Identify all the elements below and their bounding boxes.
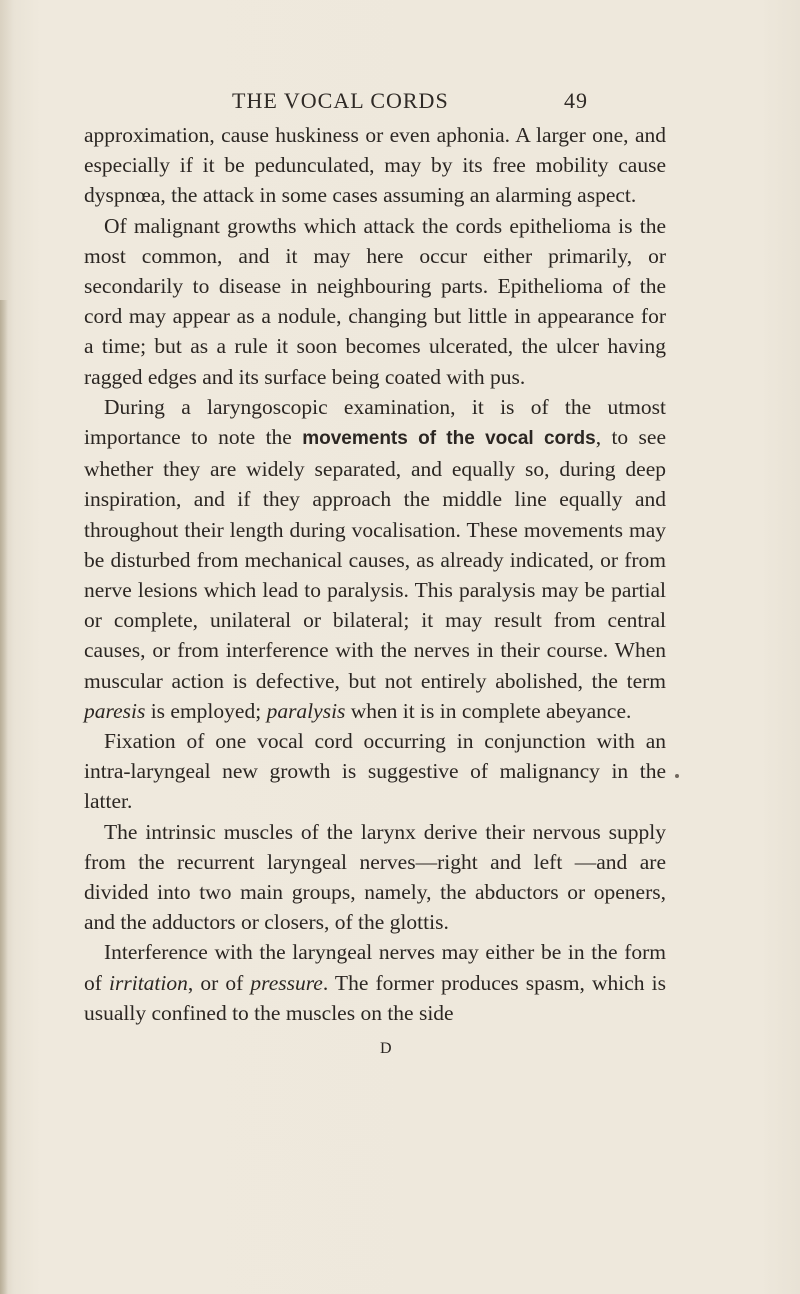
signature-mark: D (380, 1040, 392, 1057)
paragraph (84, 726, 666, 817)
paragraph (84, 211, 666, 392)
italic-text-run: pressure (250, 970, 323, 995)
text-run: , or of (187, 970, 251, 995)
text-run: The intrinsic muscles of the larynx derive their nervous supply from the recurrent laryngeal nerves—right and left —and are divided into two main groups, namely, the abductors or openers, and the adductors or closers, of the glottis. (84, 819, 666, 935)
italic-text-run: paresis (84, 698, 146, 723)
text-run: During a laryngoscopic examination, it is of the utmost importance to note the (84, 394, 666, 450)
text-run: when it is in complete abeyance. (345, 698, 632, 723)
bold-text-run: movements of the vocal cords (302, 428, 596, 450)
paragraph (84, 817, 666, 938)
paragraph (84, 120, 666, 211)
text-run: . The former produces spasm, which is usually confined to the muscles on the side (84, 970, 666, 1025)
paragraph (84, 937, 666, 1028)
ink-speck (675, 774, 679, 778)
page-spine-shadow (0, 300, 8, 1294)
text-run: Fixation of one vocal cord occurring in conjunction with an intra-laryngeal new growth is suggestive of malignancy in the latter. (84, 729, 666, 814)
italic-text-run: paralysis (266, 698, 346, 723)
body-text (84, 120, 666, 1028)
text-run: Of malignant growths which attack the cords epithelioma is the most common, and it may here occur either primarily, or secondarily to disease in neighbouring parts. Epithelioma of the cord may appear as a nodule, changing but little in appearance for a time; but as a rule it soon becomes ulcerated, the ulcer having ragged edges and its surface being coated with pus. (84, 213, 666, 389)
page-number: 49 (564, 88, 588, 113)
paragraph (84, 392, 666, 726)
text-run: is employed; (145, 698, 267, 723)
text-run: Interference with the laryngeal nerves may either be in the form of (84, 940, 666, 995)
running-title: THE VOCAL CORDS (232, 88, 449, 113)
text-run: approximation, cause huskiness or even aphonia. A larger one, and especially if it be pedunculated, may by its free mobility cause dyspnœa, the attack in some cases assuming an alarming aspect. (84, 123, 666, 208)
italic-text-run: irritation (109, 970, 188, 995)
text-run: , to see whether they are widely separated, and equally so, during deep inspiration, and if they approach the middle line equally and throughout their length during vocalisation. These movements may be disturbed from mechanical causes, as already indicated, or from nerve lesions which lead to paralysis. This paralysis may be partial or complete, unilateral or bilateral; it may result from central causes, or from interference with the nerves in their course. When muscular action is defective, but not entirely abolished, the term (84, 425, 666, 693)
